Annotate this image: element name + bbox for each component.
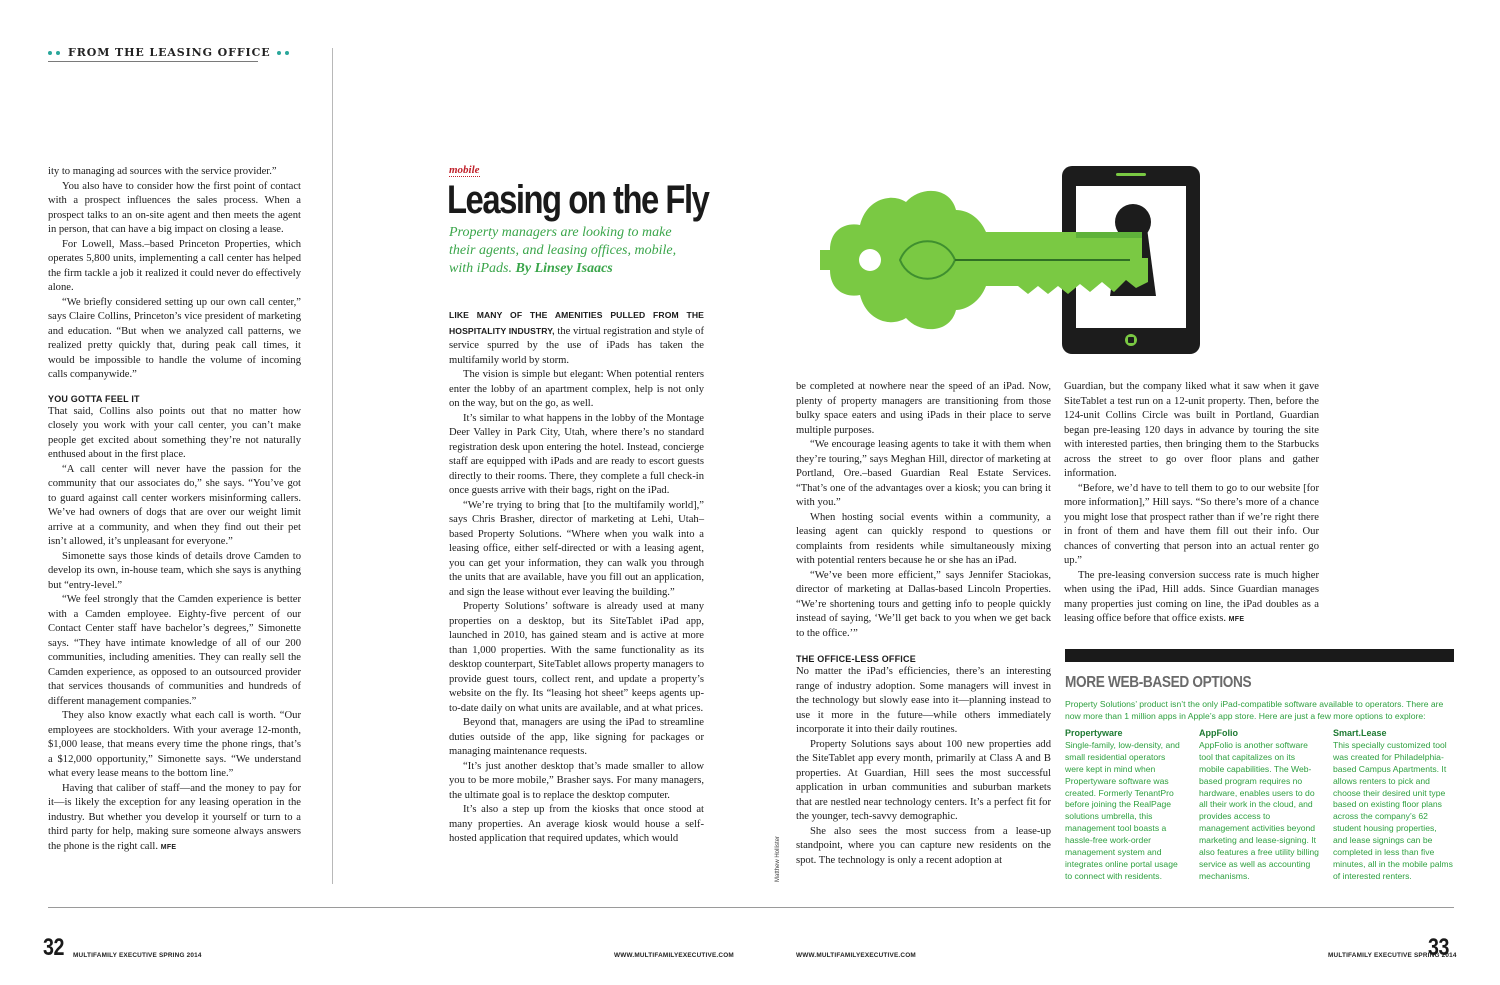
page-number-left: 32	[43, 934, 65, 961]
col1-paragraph: You also have to consider how the first point of contact with a prospect influences the sales process. When a prospect talks to an on-site agent and then meets the agent in person, that can have a big impact on closing a lease.	[48, 180, 301, 235]
byline: By Linsey Isaacs	[515, 261, 613, 276]
sidebar-title: MORE WEB-BASED OPTIONS	[1065, 674, 1252, 691]
lead-paragraph	[449, 308, 704, 368]
col1-paragraph: That said, Collins also points out that no matter how closely you work with your call center, you can’t make people get excited about something they’re not naturally enthused about in the first place.	[48, 405, 301, 460]
col4-last-text: The pre-leasing conversion success rate is much higher when using the iPad, Hill adds. Since Guardian manages many properties just coming on line, the iPad doubles as a leasing office before that office exists.	[1064, 569, 1319, 624]
sidebar-item-name: Smart.Lease	[1333, 728, 1387, 738]
col1-paragraph: ity to managing ad sources with the service provider.”	[48, 166, 277, 177]
sidebar-item-name: AppFolio	[1199, 728, 1238, 738]
col3-paragraph: Property Solutions says about 100 new properties add the SiteTablet app every month, primarily at Class A and B properties. At Guardian, Hill sees the most successful application in urban communities and suburban markets that are nestled near technology centers. It’s a perfect fit for the younger, tech-savvy demographic.	[796, 738, 1051, 822]
col3-subhead: THE OFFICE-LESS OFFICE	[796, 654, 916, 664]
col2-paragraph: It’s also a step up from the kiosks that once stood at many properties. An average kiosk would house a self-hosted application that required updates, which would	[449, 804, 704, 844]
col1-subhead: YOU GOTTA FEEL IT	[48, 393, 140, 404]
col1-paragraph: For Lowell, Mass.–based Princeton Properties, which operates 5,800 units, implementing a call center has helped the firm tackle a job it realized it could never do effectively alone.	[48, 238, 301, 293]
lead-caps: LIKE MANY OF THE AMENITIES PULLED FROM THE HOSPITALITY INDUSTRY,	[449, 310, 704, 336]
key-ipad-illustration	[790, 160, 1202, 360]
col3-paragraph: “We’ve been more efficient,” says Jennifer Staciokas, director of marketing at Dallas-based Lincoln Properties. “We’re shortening tours and getting info to people quickly instead of saying, ‘We’ll get back to you when we get back to the office.’”	[796, 569, 1051, 639]
sidebar-intro: Property Solutions’ product isn’t the only iPad-compatible software available to operators. There are now more than 1 million apps in Apple’s app store. Here are just a few more options to explore:	[1065, 699, 1444, 721]
col3-paragraph: When hosting social events within a community, a leasing agent can quickly respond to questions or complaints from residents while simultaneously mixing with potential renters because he or she has an iPad.	[796, 511, 1051, 566]
page-number-right: 33	[1428, 934, 1450, 961]
footer-rule	[48, 907, 1454, 908]
col2-paragraph: Property Solutions’ software is already used at many properties on a desktop, but its SiteTablet iPad app, launched in 2010, has gained steam and is active at more than 1,000 properties. With the same functionality as its desktop counterpart, SiteTablet allows property managers to provide guest tours, collect rent, and update a property’s website on the fly. Its “leasing hot sheet” keeps agents up-to-date daily on what units are available, and at what prices.	[449, 601, 704, 714]
col1-paragraph	[48, 782, 301, 856]
article-column-3	[1064, 380, 1319, 628]
col1-paragraph: “We feel strongly that the Camden experience is better with a Camden employee. Eighty-five percent of our Contact Center staff have bachelor’s degrees,” Simonette says. “They have intimate knowledge of all of our 200 communities, including amenities. They can really sell the Camden experience, as opposed to an outsourced provider that services thousands of communities and hundreds of different management companies.”	[48, 594, 301, 707]
leading-dots	[48, 51, 64, 55]
trailing-dots	[277, 51, 293, 55]
sidebar-item-text: AppFolio is another software tool that capitalizes on its mobile capabilities. The Web-based program requires no hardware, enables users to do all their work in the cloud, and provides access to management activities beyond marketing and lease-signing. It also features a free utility billing service as well as accounting mechanisms.	[1199, 739, 1319, 881]
sidebar-item-text: This specially customized tool was created for Philadelphia-based Campus Apartments. It allows renters to pick and choose their desired unit type based on existing floor plans across the company’s 62 student housing properties, and lease signings can be completed in less than five minutes, all in the mobile palms of interested renters.	[1333, 739, 1453, 881]
sidebar-item	[1065, 728, 1185, 883]
article-headline: Leasing on the Fly	[447, 178, 709, 222]
article-kicker: mobile	[449, 164, 480, 176]
col2-paragraph: It’s similar to what happens in the lobby of the Montage Deer Valley in Park City, Utah, where there’s no standard registration desk upon entering the hotel. Instead, concierge staff are equipped with iPads and are ready to escort guests directly to their rooms. There, they complete a full check-in once guests arrive with their bags, right on the iPad.	[449, 412, 704, 496]
section-header	[48, 44, 271, 62]
col4-paragraph: “Before, we’d have to tell them to go to our website [for more information],” Hill says. “So there’s more of a chance you might lose that prospect rather than if we’re right there in front of them and have them fill out their info. Our chances of converting that person into an actual renter go up.”	[1064, 482, 1319, 566]
page-gutter-divider	[332, 48, 333, 884]
col3-paragraph: She also sees the most success from a lease-up standpoint, where you can capture new residents on the spot. The technology is only a recent adoption at	[796, 825, 1051, 866]
col1-paragraph: Simonette says those kinds of details drove Camden to develop its own, in-house team, which she says is anything but “entry-level.”	[48, 550, 301, 591]
photo-credit-text: Matthew Hollister	[775, 835, 781, 882]
end-mark: MFE	[160, 843, 177, 851]
col1-paragraph: “We briefly considered setting up our own call center,” says Claire Collins, Princeton’s vice president of marketing and education. “But when we analyzed call patterns, we realized pretty quickly that, during peak call times, it would be impossible to handle the volume of incoming calls companywide.”	[48, 296, 301, 380]
article-deck	[449, 224, 699, 278]
col2-paragraph: Beyond that, managers are using the iPad to streamline duties outside of the app, like signing for packages or managing maintenance requests.	[449, 717, 704, 757]
article-column-1	[449, 308, 704, 847]
lead-text: the virtual registration and style of service spurred by the use of iPads has taken the multifamily world by storm.	[449, 325, 704, 366]
col4-paragraph: Guardian, but the company liked what it saw when it gave SiteTablet a test run on a 12-unit property. Then, before the 124-unit Collins Circle was built in Portland, Guardian began pre-leasing 120 days in advance by touring the site with interested parties, then bringing them to the Starbucks across the street to go over floor plans and gather information.	[1064, 381, 1319, 479]
col1-paragraph: “A call center will never have the passion for the community that our associates do,” she says. “You’ve got to guard against call center workers misinforming callers. We’ve had owners of dogs that are over our weight limit arrive at a community, and when they find out their pet isn’t allowed, it’s unpleasant for everyone.”	[48, 463, 301, 547]
col2-paragraph: “We’re trying to bring that [to the multifamily world],” says Chris Brasher, director of marketing at Lehi, Utah–based Property Solutions. “Where when you walk into a leasing office, either self-directed or with a leasing agent, you can get your information, they can walk you through the units that are available, have you fill out an application, and sign the lease without ever leaving the building.”	[449, 499, 704, 598]
footer-publication-right: MULTIFAMILY EXECUTIVE SPRING 2014	[1328, 952, 1457, 959]
footer-url-right: WWW.MULTIFAMILYEXECUTIVE.COM	[796, 952, 916, 959]
sidebar-item-text: Single-family, low-density, and small residential operators were kept in mind when Propertyware software was created. Formerly TenantPro before joining the RealPage solutions umbrella, this management tool boasts a hassle-free work-order management system and integrates online portal usage to connect with residents.	[1065, 739, 1180, 881]
deck-text: Property managers are looking to make their agents, and leasing offices, mobile, with iPads.	[449, 225, 677, 276]
footer-url-left: WWW.MULTIFAMILYEXECUTIVE.COM	[614, 952, 734, 959]
photo-credit	[773, 828, 787, 883]
col2-paragraph: The vision is simple but elegant: When potential renters enter the lobby of an apartment complex, help is not only on the way, but on the go, as well.	[449, 369, 704, 409]
sidebar-top-bar	[1065, 649, 1454, 662]
col3-paragraph: be completed at nowhere near the speed of an iPad. Now, plenty of property managers are transitioning from those bulky space eaters and using iPads in their place to serve multiple purposes.	[796, 381, 1051, 436]
col3-paragraph: No matter the iPad’s efficiencies, there’s an interesting range of industry adoption. Some managers will invest in the technology but slowly ease into it—planning instead to use it more in the future—while others immediately incorporate it into their daily routines.	[796, 666, 1051, 735]
col1-paragraph: They also know exactly what each call is worth. “Our employees are stockholders. With your average 12-month, $1,000 lease, that means every time the phone rings, that’s a $12,000 opportunity,” Simonette says. “We understand what every lease means to the bottom line.”	[48, 710, 301, 779]
sidebar-item-name: Propertyware	[1065, 728, 1123, 738]
sidebar-item	[1333, 728, 1453, 883]
col1-last-text: Having that caliber of staff—and the money to pay for it—is likely the exception for any leasing operation in the industry. But whether you develop it yourself or turn to a third party for help, making sure someone always answers the phone is the right call.	[48, 782, 301, 852]
col3-paragraph: “We encourage leasing agents to take it with them when they’re touring,” says Meghan Hill, director of marketing at Portland, Ore.–based Guardian Real Estate Services. “That’s one of the advantages over a kiosk; you can bring it with you.”	[796, 439, 1051, 508]
article-column-2	[796, 380, 1051, 868]
section-header-label: FROM THE LEASING OFFICE	[68, 46, 271, 59]
footer-publication-left: MULTIFAMILY EXECUTIVE SPRING 2014	[73, 952, 202, 959]
sidebar-item	[1199, 728, 1319, 883]
col2-paragraph: “It’s just another desktop that’s made smaller to allow you to be more mobile,” Brasher says. For many managers, the ultimate goal is to replace the desktop computer.	[449, 760, 704, 801]
col4-paragraph	[1064, 569, 1319, 628]
end-mark: MFE	[1228, 616, 1245, 623]
left-page-column	[48, 165, 301, 855]
